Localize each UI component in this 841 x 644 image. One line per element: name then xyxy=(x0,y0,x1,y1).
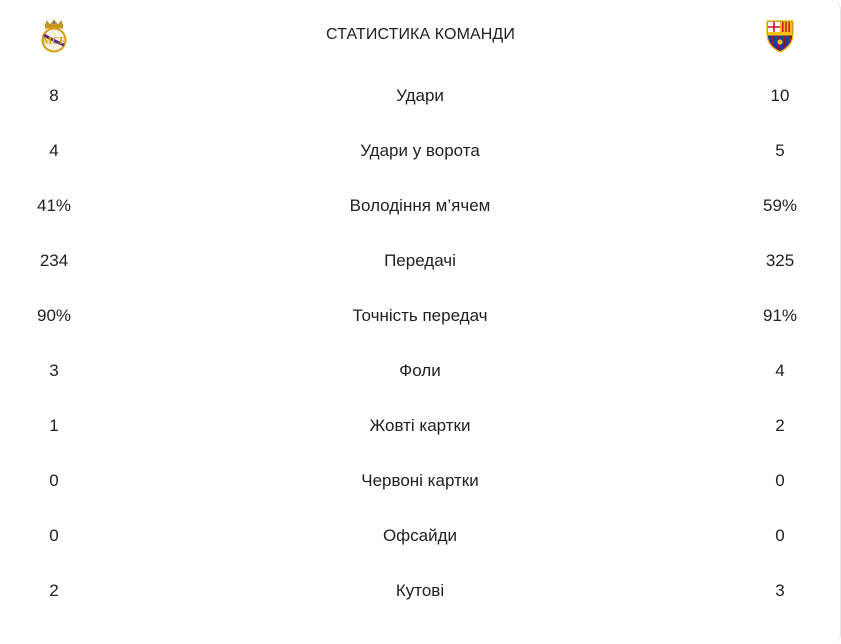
home-value: 1 xyxy=(49,416,59,435)
home-value: 8 xyxy=(49,86,59,105)
stat-label: Передачі xyxy=(384,251,456,270)
stat-label: Удари у ворота xyxy=(360,141,480,160)
stat-row-fouls xyxy=(0,344,841,399)
stats-list xyxy=(0,69,841,619)
svg-text:MCF: MCF xyxy=(42,36,66,47)
stat-row-shots-on-target xyxy=(0,124,841,179)
away-value: 5 xyxy=(775,141,785,160)
stat-label: Жовті картки xyxy=(369,416,471,435)
away-value: 3 xyxy=(775,581,785,600)
stat-row-shots xyxy=(0,69,841,124)
stat-row-pass-accuracy xyxy=(0,289,841,344)
stat-row-corners xyxy=(0,564,841,619)
stat-label: Удари xyxy=(396,86,444,105)
stat-label: Червоні картки xyxy=(361,471,479,490)
away-value: 10 xyxy=(770,86,790,105)
stat-label: Точність передач xyxy=(352,306,488,325)
home-value: 234 xyxy=(39,251,69,270)
stat-row-offsides xyxy=(0,509,841,564)
stat-row-passes xyxy=(0,234,841,289)
home-value: 2 xyxy=(49,581,59,600)
stat-row-possession xyxy=(0,179,841,234)
stat-row-yellow-cards xyxy=(0,399,841,454)
home-value: 4 xyxy=(49,141,59,160)
away-value: 4 xyxy=(775,361,785,380)
home-value: 0 xyxy=(49,526,59,545)
home-value: 90% xyxy=(36,306,72,325)
stat-label: Володіння м’ячем xyxy=(349,196,491,215)
away-value: 91% xyxy=(762,306,798,325)
away-value: 0 xyxy=(775,526,785,545)
away-value: 2 xyxy=(775,416,785,435)
stat-label: Офсайди xyxy=(382,526,458,545)
stats-title: СТАТИСТИКА КОМАНДИ xyxy=(326,26,515,43)
away-value: 59% xyxy=(762,196,798,215)
stat-row-red-cards xyxy=(0,454,841,509)
stat-label: Фоли xyxy=(399,361,441,380)
stats-header xyxy=(0,0,841,72)
away-value: 325 xyxy=(765,251,795,270)
stat-label: Кутові xyxy=(395,581,445,600)
fc-barcelona-crest-icon xyxy=(762,18,798,54)
home-value: 3 xyxy=(49,361,59,380)
home-value: 41% xyxy=(36,196,72,215)
home-value: 0 xyxy=(49,471,59,490)
away-value: 0 xyxy=(775,471,785,490)
